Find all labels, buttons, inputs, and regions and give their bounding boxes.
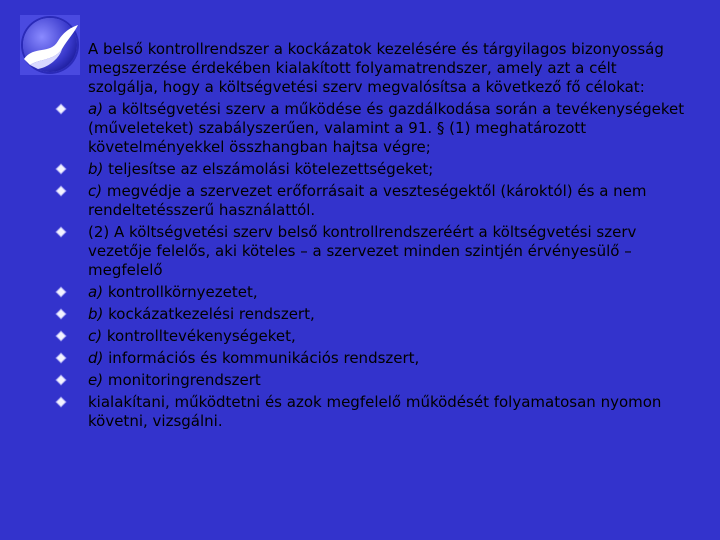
swirl-logo-icon <box>20 15 80 75</box>
diamond-bullet-icon <box>57 332 65 340</box>
list-item <box>88 160 688 179</box>
item-text: A belső kontrollrendszer a kockázatok kezelésére és tárgyilagos bizonyosság megszerzése érdekében kialakított folyamatrendszer, amely azt a célt szolgálja, hogy a költségvetési szerv megvalósítsa a következő fő célokat: <box>88 40 664 96</box>
item-prefix: a) <box>88 283 104 301</box>
item-text: (2) A költségvetési szerv belső kontrollrendszeréért a költségvetési szerv vezetője felelős, aki köteles – a szervezet minden szintjén érvényesülő – megfelelő <box>88 223 637 279</box>
diamond-bullet-icon <box>57 398 65 406</box>
list-item <box>88 40 688 97</box>
bullet-list <box>88 40 688 434</box>
list-item <box>88 393 688 431</box>
item-text: kontrolltevékenységeket, <box>102 327 296 345</box>
item-text: monitoringrendszert <box>103 371 261 389</box>
diamond-bullet-icon <box>57 376 65 384</box>
list-item <box>88 182 688 220</box>
list-item <box>88 283 688 302</box>
swirl-logo-graphic <box>20 15 80 75</box>
item-text: információs és kommunikációs rendszert, <box>103 349 420 367</box>
diamond-bullet-icon <box>57 228 65 236</box>
item-text: a költségvetési szerv a működése és gazdálkodása során a tevékenységeket (műveleteket) szabályszerűen, valamint a 91. § (1) meghatározott követelményekkel összhangban hajtsa végre; <box>88 100 685 156</box>
item-text: kontrollkörnyezetet, <box>103 283 258 301</box>
list-item <box>88 223 688 280</box>
item-text: kockázatkezelési rendszert, <box>103 305 315 323</box>
item-prefix: d) <box>88 349 104 367</box>
item-prefix: b) <box>88 305 104 323</box>
item-prefix: c) <box>88 327 103 345</box>
list-item <box>88 349 688 368</box>
diamond-bullet-icon <box>57 310 65 318</box>
diamond-bullet-icon <box>57 354 65 362</box>
list-item <box>88 305 688 324</box>
item-prefix: e) <box>88 371 104 389</box>
item-text: kialakítani, működtetni és azok megfelelő működését folyamatosan nyomon követni, vizsgálni. <box>88 393 662 430</box>
item-prefix: a) <box>88 100 104 118</box>
item-text: megvédje a szervezet erőforrásait a veszteségektől (károktól) és a nem rendeltetésszerű használattól. <box>88 182 647 219</box>
diamond-bullet-icon <box>57 165 65 173</box>
list-item <box>88 371 688 390</box>
item-prefix: b) <box>88 160 104 178</box>
diamond-bullet-icon <box>57 288 65 296</box>
list-item <box>88 327 688 346</box>
diamond-bullet-icon <box>57 105 65 113</box>
list-item <box>88 100 688 157</box>
diamond-bullet-icon <box>57 187 65 195</box>
item-text: teljesítse az elszámolási kötelezettségeket; <box>103 160 434 178</box>
item-prefix: c) <box>88 182 103 200</box>
